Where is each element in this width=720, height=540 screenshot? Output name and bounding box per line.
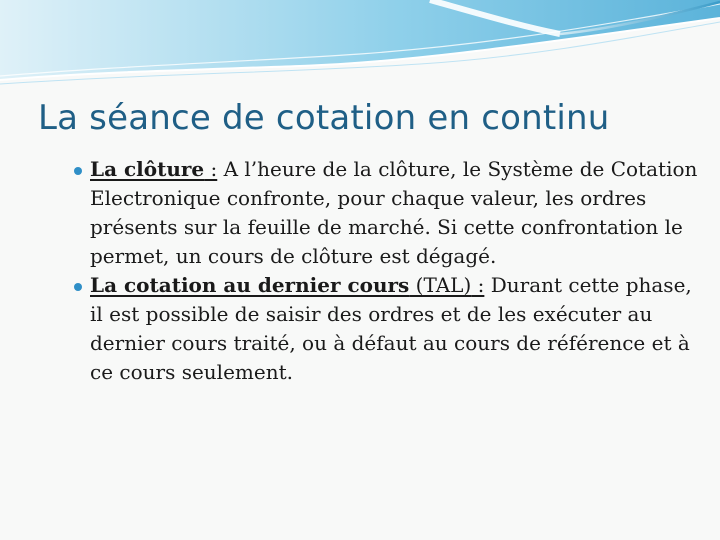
bullet-term: La clôture (90, 157, 205, 181)
bullet-separator: : (204, 157, 218, 181)
bullet-text: A l’heure de la clôture, le Système de Cotation Electronique confronte, pour chaque valeur, les ordres présents sur la feuille de marché. Si cette confrontation le permet, un cours de clôture est dégagé. (90, 157, 698, 268)
slide-content (90, 155, 700, 387)
bullet-item-cotation-dernier-cours (90, 271, 700, 387)
circle-bullet-icon (74, 167, 82, 175)
bullet-item-cloture (90, 155, 700, 271)
header-wave-decoration (0, 0, 720, 100)
bullet-term: La cotation au dernier cours (90, 273, 410, 297)
bullet-text: Durant cette phase, il est possible de saisir des ordres et de les exécuter au dernier cours traité, ou à défaut au cours de référence et à ce cours seulement. (90, 273, 692, 384)
slide-title: La séance de cotation en continu (38, 98, 610, 138)
bullet-separator: : (471, 273, 485, 297)
circle-bullet-icon (74, 283, 82, 291)
bullet-term-suffix: (TAL) (409, 273, 472, 297)
